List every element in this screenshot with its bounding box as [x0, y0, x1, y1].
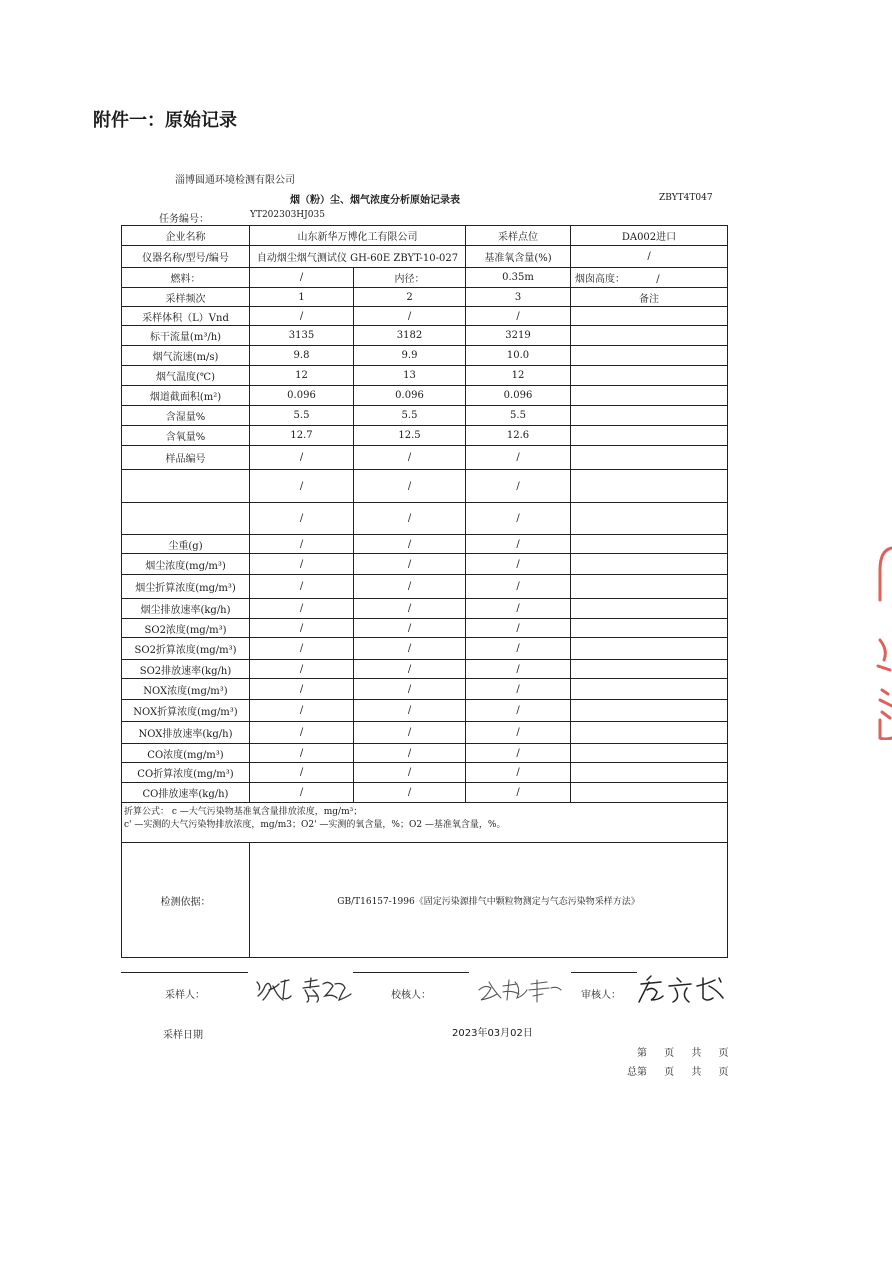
table-row: [122, 535, 728, 554]
row-remark: [571, 470, 728, 503]
task-number-value: YT202303HJ035: [250, 210, 325, 220]
row-value-3: /: [466, 554, 571, 575]
row-remark: [571, 326, 728, 346]
row-value-3: 0.096: [466, 386, 571, 406]
sampler-signature: [255, 976, 355, 1006]
reviewer-label: 审核人：: [581, 990, 621, 1001]
row-value-2: /: [354, 660, 466, 679]
table-row: [122, 783, 728, 803]
row-value-1: 12.7: [250, 426, 354, 446]
row-value-2: /: [354, 722, 466, 744]
sampling-point-value: DA002进口: [571, 226, 728, 246]
row-value-1: /: [250, 554, 354, 575]
row-value-3: /: [466, 638, 571, 660]
row-remark: [571, 386, 728, 406]
row-label: 烟尘折算浓度(mg/m³): [122, 575, 250, 599]
row-remark: [571, 366, 728, 386]
row-value-2: 13: [354, 366, 466, 386]
row-value-1: /: [250, 307, 354, 326]
task-number-label: 任务编号：: [159, 214, 209, 225]
row-value-2: /: [354, 679, 466, 700]
sampler-line: [121, 972, 248, 973]
row-value-1: /: [250, 575, 354, 599]
row-value-1: /: [250, 679, 354, 700]
row-value-1: /: [250, 638, 354, 660]
row-value-1: /: [250, 744, 354, 763]
company-name: 淄博圆通环境检测有限公司: [175, 175, 295, 186]
base-oxygen-label: 基准氧含量(%): [466, 246, 571, 268]
row-label: [122, 470, 250, 503]
row-fuel: [122, 268, 728, 288]
form-title: 烟（粉）尘、烟气浓度分析原始记录表: [290, 195, 460, 206]
frequency-2: 2: [354, 288, 466, 307]
table-row: [122, 638, 728, 660]
row-value-2: /: [354, 535, 466, 554]
row-label: 标干流量(m³/h): [122, 326, 250, 346]
row-value-3: 12: [466, 366, 571, 386]
record-table: [121, 225, 728, 958]
row-value-3: /: [466, 599, 571, 619]
row-value-2: /: [354, 744, 466, 763]
row-value-1: 12: [250, 366, 354, 386]
row-label: SO2折算浓度(mg/m³): [122, 638, 250, 660]
row-instrument: [122, 246, 728, 268]
row-value-2: /: [354, 619, 466, 638]
row-value-3: /: [466, 503, 571, 535]
row-label: 烟气流速(m/s): [122, 346, 250, 366]
measurement-rows: [122, 307, 728, 803]
row-remark: [571, 307, 728, 326]
row-label: NOX排放速率(kg/h): [122, 722, 250, 744]
form-code: ZBYT4T047: [659, 193, 713, 203]
row-value-1: 5.5: [250, 406, 354, 426]
row-remark: [571, 346, 728, 366]
basis-value: GB/T16157-1996《固定污染源排气中颗粒物测定与气态污染物采样方法》: [250, 843, 728, 958]
row-value-3: /: [466, 679, 571, 700]
row-value-3: /: [466, 575, 571, 599]
frequency-3: 3: [466, 288, 571, 307]
fuel-label: 燃料：: [122, 268, 250, 288]
row-value-1: /: [250, 470, 354, 503]
row-remark: [571, 660, 728, 679]
table-row: [122, 307, 728, 326]
row-formula: [122, 803, 728, 843]
base-oxygen-value: /: [571, 246, 728, 268]
row-value-3: /: [466, 470, 571, 503]
row-value-2: /: [354, 503, 466, 535]
formula-line-2: c' —实测的大气污染物排放浓度，mg/m3；O2' —实测的氧含量，%；O2 —基准氧含量，%。: [124, 820, 506, 830]
row-value-3: /: [466, 535, 571, 554]
row-label: 烟尘浓度(mg/m³): [122, 554, 250, 575]
row-value-3: /: [466, 722, 571, 744]
formula-cell: [122, 803, 728, 843]
table-row: [122, 554, 728, 575]
row-value-3: /: [466, 619, 571, 638]
row-label: 采样体积（L）Vnd: [122, 307, 250, 326]
frequency-label: 采样频次: [122, 288, 250, 307]
row-value-3: 3219: [466, 326, 571, 346]
reviewer-line: [571, 972, 637, 973]
page-number: 第 页 共 页: [637, 1048, 729, 1059]
row-value-2: /: [354, 307, 466, 326]
diameter-label: 内径：: [354, 268, 466, 288]
table-row: [122, 366, 728, 386]
row-value-1: /: [250, 660, 354, 679]
stack-height-value: /: [656, 274, 660, 285]
row-value-2: /: [354, 554, 466, 575]
row-value-1: /: [250, 535, 354, 554]
row-value-2: /: [354, 599, 466, 619]
diameter-value: 0.35m: [466, 268, 571, 288]
row-value-2: /: [354, 638, 466, 660]
row-label: [122, 503, 250, 535]
row-value-1: 9.8: [250, 346, 354, 366]
attachment-heading: 附件一：原始记录: [93, 110, 237, 131]
row-frequency: [122, 288, 728, 307]
table-row: [122, 446, 728, 470]
row-value-1: 0.096: [250, 386, 354, 406]
row-basis: [122, 843, 728, 958]
row-remark: [571, 679, 728, 700]
row-label: 烟道截面积(m²): [122, 386, 250, 406]
frequency-1: 1: [250, 288, 354, 307]
instrument-value: 自动烟尘烟气测试仪 GH-60E ZBYT-10-027: [250, 246, 466, 268]
row-remark: [571, 619, 728, 638]
row-value-2: 0.096: [354, 386, 466, 406]
row-label: 烟尘排放速率(kg/h): [122, 599, 250, 619]
row-remark: [571, 783, 728, 803]
enterprise-value: 山东新华万博化工有限公司: [250, 226, 466, 246]
checker-signature: [477, 976, 567, 1006]
row-value-2: 3182: [354, 326, 466, 346]
row-label: 含湿量%: [122, 406, 250, 426]
row-label: CO折算浓度(mg/m³): [122, 763, 250, 783]
row-label: NOX折算浓度(mg/m³): [122, 700, 250, 722]
row-value-1: /: [250, 503, 354, 535]
row-value-3: /: [466, 446, 571, 470]
row-remark: [571, 406, 728, 426]
row-label: 含氧量%: [122, 426, 250, 446]
row-value-2: 9.9: [354, 346, 466, 366]
signature-row: [121, 978, 731, 1008]
stack-height-cell: [571, 268, 728, 288]
row-value-3: /: [466, 307, 571, 326]
row-remark: [571, 503, 728, 535]
row-value-3: /: [466, 783, 571, 803]
row-value-2: /: [354, 446, 466, 470]
table-row: [122, 326, 728, 346]
sampler-label: 采样人：: [165, 990, 205, 1001]
table-row: [122, 722, 728, 744]
table-row: [122, 599, 728, 619]
table-row: [122, 619, 728, 638]
reviewer-signature: [637, 972, 729, 1006]
row-enterprise: [122, 226, 728, 246]
table-row: [122, 386, 728, 406]
row-remark: [571, 744, 728, 763]
row-remark: [571, 599, 728, 619]
row-label: NOX浓度(mg/m³): [122, 679, 250, 700]
table-row: [122, 744, 728, 763]
checker-line: [353, 972, 469, 973]
enterprise-label: 企业名称: [122, 226, 250, 246]
row-value-3: 5.5: [466, 406, 571, 426]
table-row: [122, 426, 728, 446]
row-value-3: 12.6: [466, 426, 571, 446]
row-value-1: /: [250, 599, 354, 619]
row-label: 尘重(g): [122, 535, 250, 554]
row-value-1: /: [250, 722, 354, 744]
row-label: CO排放速率(kg/h): [122, 783, 250, 803]
row-remark: [571, 722, 728, 744]
table-row: [122, 406, 728, 426]
row-value-2: /: [354, 783, 466, 803]
table-row: [122, 763, 728, 783]
row-label: 样品编号: [122, 446, 250, 470]
total-page-number: 总第 页 共 页: [627, 1067, 729, 1078]
remarks-label: 备注: [571, 288, 728, 307]
row-label: 烟气温度(℃): [122, 366, 250, 386]
basis-label: 检测依据：: [122, 843, 250, 958]
row-value-2: 5.5: [354, 406, 466, 426]
sampling-point-label: 采样点位: [466, 226, 571, 246]
sampling-date-value: 2023年03月02日: [452, 1028, 533, 1039]
row-label: CO浓度(mg/m³): [122, 744, 250, 763]
row-value-3: /: [466, 763, 571, 783]
row-value-1: /: [250, 446, 354, 470]
row-value-1: /: [250, 763, 354, 783]
row-remark: [571, 638, 728, 660]
row-value-2: 12.5: [354, 426, 466, 446]
fuel-value: /: [250, 268, 354, 288]
row-remark: [571, 575, 728, 599]
row-remark: [571, 446, 728, 470]
row-remark: [571, 700, 728, 722]
stack-height-label: 烟囱高度：: [575, 274, 625, 285]
row-value-3: /: [466, 700, 571, 722]
table-row: [122, 470, 728, 503]
table-row: [122, 575, 728, 599]
table-row: [122, 679, 728, 700]
table-row: [122, 700, 728, 722]
row-value-1: /: [250, 783, 354, 803]
row-value-1: 3135: [250, 326, 354, 346]
row-label: SO2浓度(mg/m³): [122, 619, 250, 638]
formula-line-1: 折算公式： c —大气污染物基准氧含量排放浓度，mg/m³；: [124, 807, 363, 817]
row-value-3: /: [466, 744, 571, 763]
instrument-label: 仪器名称/型号/编号: [122, 246, 250, 268]
row-remark: [571, 426, 728, 446]
red-seal-stamp: [868, 540, 892, 740]
row-remark: [571, 763, 728, 783]
sampling-date-label: 采样日期: [163, 1030, 203, 1041]
row-value-1: /: [250, 619, 354, 638]
row-value-2: /: [354, 575, 466, 599]
table-row: [122, 503, 728, 535]
row-value-3: /: [466, 660, 571, 679]
row-value-3: 10.0: [466, 346, 571, 366]
row-value-1: /: [250, 700, 354, 722]
table-row: [122, 346, 728, 366]
row-remark: [571, 554, 728, 575]
row-label: SO2排放速率(kg/h): [122, 660, 250, 679]
checker-label: 校核人：: [391, 990, 431, 1001]
table-row: [122, 660, 728, 679]
row-remark: [571, 535, 728, 554]
row-value-2: /: [354, 470, 466, 503]
row-value-2: /: [354, 763, 466, 783]
row-value-2: /: [354, 700, 466, 722]
